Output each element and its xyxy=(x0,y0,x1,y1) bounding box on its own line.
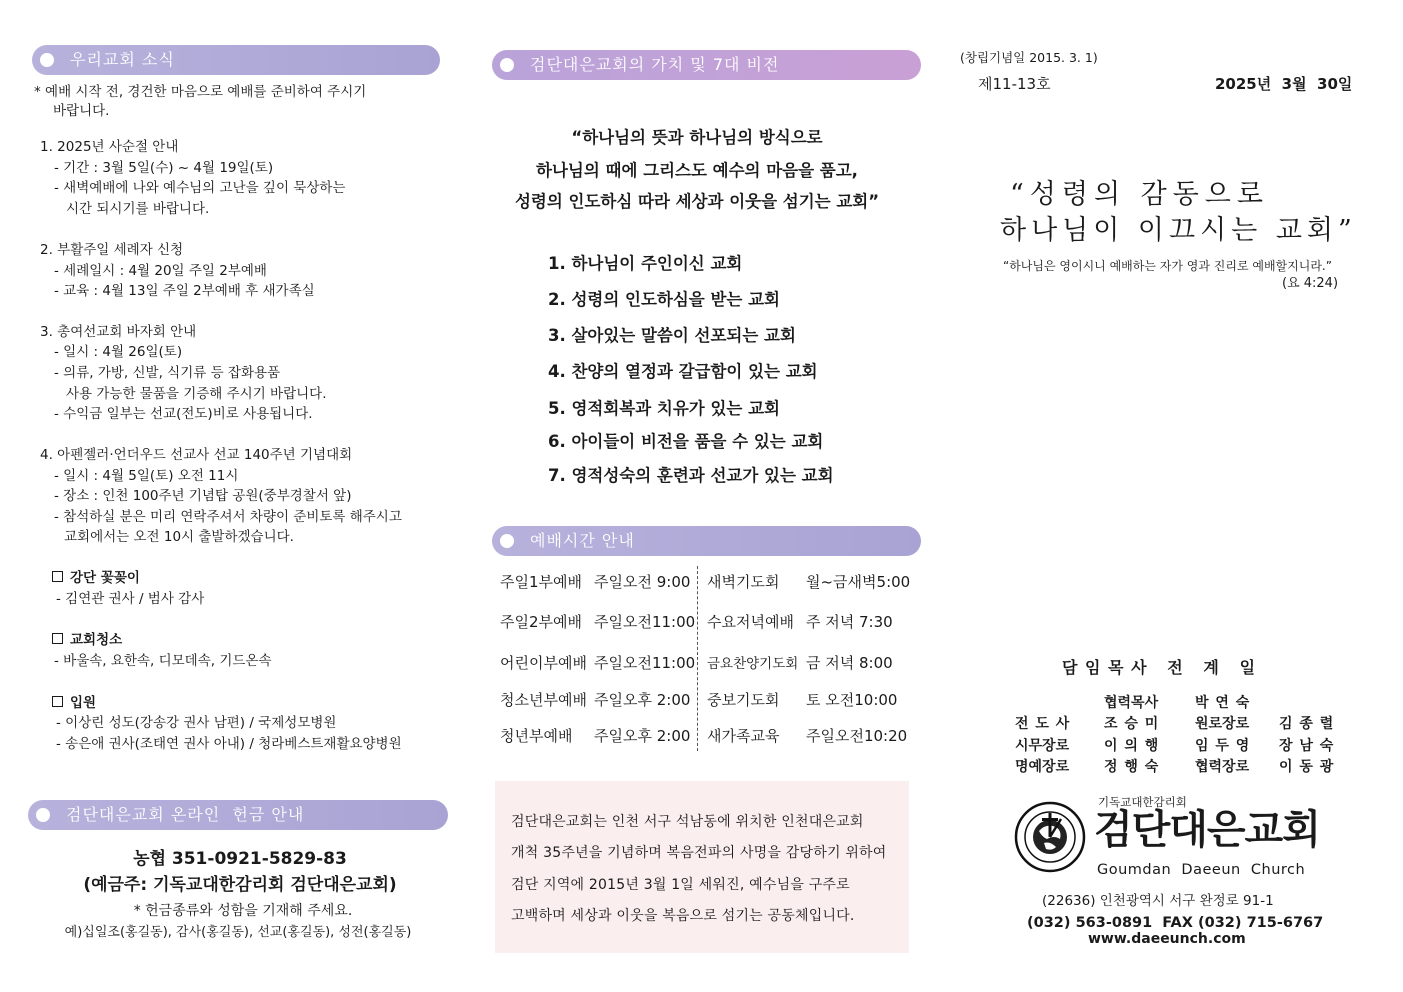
motto-line: “하나님의 뜻과 하나님의 방식으로 xyxy=(571,128,823,147)
intro-line: 바랍니다. xyxy=(53,103,110,119)
schedule-divider xyxy=(697,566,698,751)
intro-line: * 예배 시작 전, 경건한 마음으로 예배를 준비하여 주시기 xyxy=(34,84,367,100)
service-name: 어린이부예배 xyxy=(500,654,587,672)
hospital-line: - 송은애 권사(조태연 권사 아내) / 청라베스트재활요양병원 xyxy=(56,736,402,752)
cleaning-title-label: 교회청소 xyxy=(70,632,123,648)
bullet-icon xyxy=(500,58,514,72)
flowers-title xyxy=(52,568,140,588)
staff-cell: 시무장로 xyxy=(1015,738,1070,754)
bullet-icon xyxy=(36,808,50,822)
service-time: 금 저녁 8:00 xyxy=(806,654,893,672)
news-item-line: - 기간 : 3월 5일(수) ~ 4월 19일(토) xyxy=(54,160,274,176)
denomination: 기독교대한감리회 xyxy=(1098,795,1187,809)
news-item-title: 2. 부활주일 세례자 신청 xyxy=(40,242,184,258)
service-time: 주일오전11:00 xyxy=(594,654,696,672)
news-item-line: - 수익금 일부는 선교(전도)비로 사용됩니다. xyxy=(54,406,313,422)
service-name: 청소년부예배 xyxy=(500,691,587,709)
service-name: 중보기도회 xyxy=(707,691,780,709)
staff-cell: 박 연 숙 xyxy=(1195,695,1251,711)
news-item-title: 3. 총여선교회 바자회 안내 xyxy=(40,324,197,340)
service-name: 주일1부예배 xyxy=(500,573,582,591)
service-name: 주일2부예배 xyxy=(500,613,582,631)
staff-cell: 원로장로 xyxy=(1195,716,1250,732)
about-line: 검단대은교회는 인천 서구 석남동에 위치한 인천대은교회 xyxy=(511,814,864,830)
staff-cell: 김 종 렬 xyxy=(1279,716,1335,732)
bullet-icon xyxy=(40,53,54,67)
slogan-line: 하나님이 이끄시는 교회” xyxy=(1000,215,1357,246)
worship-header xyxy=(492,526,921,556)
about-line: 개척 35주년을 기념하며 복음전파의 사명을 감당하기 위하여 xyxy=(511,845,887,861)
service-time: 주 저녁 7:30 xyxy=(806,613,893,631)
methodist-emblem-icon xyxy=(1014,801,1086,873)
hospital-title-label: 입원 xyxy=(70,695,97,711)
vision-item: 6. 아이들이 비전을 품을 수 있는 교회 xyxy=(548,432,824,451)
news-item-line: 교회에서는 오전 10시 출발하겠습니다. xyxy=(64,529,294,545)
cleaning-line: - 바울속, 요한속, 디모데속, 기드온속 xyxy=(54,653,272,669)
checkbox-square-icon xyxy=(52,633,63,644)
church-name-logo: 검단대은교회 xyxy=(1094,807,1320,853)
hospital-line: - 이상린 성도(강송강 권사 남편) / 국제성모병원 xyxy=(56,715,337,731)
offering-example: 예)십일조(홍길동), 감사(홍길동), 선교(홍길동), 성전(홍길동) xyxy=(64,925,412,940)
hospital-title xyxy=(52,693,96,713)
vision-header xyxy=(492,50,921,80)
bulletin-date: 2025년 3월 30일 xyxy=(1215,75,1353,93)
staff-cell: 조 승 미 xyxy=(1104,716,1160,732)
service-name: 수요저녁예배 xyxy=(707,613,794,631)
checkbox-square-icon xyxy=(52,571,63,582)
church-phone: (032) 563-0891 FAX (032) 715-6767 xyxy=(1027,915,1324,931)
staff-cell: 임 두 영 xyxy=(1195,738,1251,754)
bullet-icon xyxy=(500,534,514,548)
bank-account: 농협 351-0921-5829-83 xyxy=(133,849,347,869)
news-header-label: 우리교회 소식 xyxy=(70,50,175,69)
news-item-line: - 교육 : 4월 13일 주일 2부예배 후 새가족실 xyxy=(54,283,315,299)
senior-pastor: 담 임 목 사 전 계 일 xyxy=(1062,658,1257,677)
verse-reference: (요 4:24) xyxy=(1282,276,1339,291)
service-time: 주일오후 2:00 xyxy=(594,691,691,709)
church-name-english: Goumdan Daeeun Church xyxy=(1097,862,1306,878)
service-time: 주일오후 2:00 xyxy=(594,727,691,745)
bible-verse: “하나님은 영이시니 예배하는 자가 영과 진리로 예배할지니라.” xyxy=(1003,259,1332,273)
news-item-line: 시간 되시기를 바랍니다. xyxy=(66,201,210,217)
staff-cell: 협력목사 xyxy=(1104,695,1159,711)
flowers-line: - 김연관 권사 / 범사 감사 xyxy=(56,591,205,607)
news-item-title: 4. 아펜젤러·언더우드 선교사 선교 140주년 기념대회 xyxy=(40,447,353,463)
news-item-line: - 장소 : 인천 100주년 기념탑 공원(중부경찰서 앞) xyxy=(54,488,352,504)
vision-item: 1. 하나님이 주인이신 교회 xyxy=(548,254,743,273)
flowers-title-label: 강단 꽃꽂이 xyxy=(70,570,140,586)
service-time: 주일오전 9:00 xyxy=(594,573,691,591)
about-line: 검단 지역에 2015년 3월 1일 세워진, 예수님을 구주로 xyxy=(511,877,850,893)
news-item-line: - 새벽예배에 나와 예수님의 고난을 깊이 묵상하는 xyxy=(54,180,346,196)
motto-line: 성령의 인도하심 따라 세상과 이웃을 섬기는 교회” xyxy=(514,192,880,211)
church-logo xyxy=(1014,801,1086,873)
service-time: 월~금새벽5:00 xyxy=(806,573,911,591)
news-item-line: - 일시 : 4월 26일(토) xyxy=(54,344,183,360)
vision-header-label: 검단대은교회의 가치 및 7대 비전 xyxy=(530,55,780,74)
service-name: 새가족교육 xyxy=(707,727,780,745)
motto-line: 하나님의 때에 그리스도 예수의 마음을 품고, xyxy=(536,161,858,180)
staff-cell: 이 동 광 xyxy=(1279,759,1335,775)
vision-item: 2. 성령의 인도하심을 받는 교회 xyxy=(548,290,780,309)
issue-number: 제11-13호 xyxy=(978,75,1051,93)
staff-cell: 협력장로 xyxy=(1195,759,1250,775)
staff-cell: 정 행 숙 xyxy=(1104,759,1160,775)
news-item-line: - 의류, 가방, 신발, 식기류 등 잡화용품 xyxy=(54,365,281,381)
staff-cell: 전 도 사 xyxy=(1015,716,1071,732)
worship-header-label: 예배시간 안내 xyxy=(530,531,635,550)
offering-header-label: 검단대은교회 온라인 헌금 안내 xyxy=(66,805,305,824)
church-address: (22636) 인천광역시 서구 완정로 91-1 xyxy=(1042,893,1274,909)
staff-cell: 명예장로 xyxy=(1015,759,1070,775)
service-name: 새벽기도회 xyxy=(707,573,780,591)
about-line: 고백하며 세상과 이웃을 복음으로 섬기는 공동체입니다. xyxy=(511,908,855,924)
vision-item: 4. 찬양의 열정과 갈급함이 있는 교회 xyxy=(548,362,818,381)
service-time: 주일오전10:20 xyxy=(806,727,908,745)
service-name: 청년부예배 xyxy=(500,727,573,745)
offering-header xyxy=(28,800,448,830)
offering-note: * 헌금종류와 성함을 기재해 주세요. xyxy=(133,903,353,919)
vision-item: 3. 살아있는 말씀이 선포되는 교회 xyxy=(548,326,796,345)
service-time: 주일오전11:00 xyxy=(594,613,696,631)
founded-date: (창립기념일 2015. 3. 1) xyxy=(960,50,1098,65)
church-website[interactable]: www.daeeunch.com xyxy=(1088,931,1246,947)
news-item-title: 1. 2025년 사순절 안내 xyxy=(40,139,179,155)
news-item-line: 사용 가능한 물품을 기증해 주시기 바랍니다. xyxy=(66,386,327,402)
news-item-line: - 일시 : 4월 5일(토) 오전 11시 xyxy=(54,468,239,484)
news-item-line: - 세례일시 : 4월 20일 주일 2부예배 xyxy=(54,263,267,279)
news-item-line: - 참석하실 분은 미리 연락주셔서 차량이 준비토록 해주시고 xyxy=(54,509,402,525)
vision-item: 7. 영적성숙의 훈련과 선교가 있는 교회 xyxy=(548,466,834,485)
service-time: 토 오전10:00 xyxy=(806,691,898,709)
news-header xyxy=(32,45,440,75)
staff-cell: 이 의 행 xyxy=(1104,738,1160,754)
service-name: 금요찬양기도회 xyxy=(707,656,799,672)
checkbox-square-icon xyxy=(52,696,63,707)
cleaning-title xyxy=(52,630,122,650)
account-holder: (예금주: 기독교대한감리회 검단대은교회) xyxy=(83,875,397,895)
about-box xyxy=(495,781,909,953)
slogan-line: “성령의 감동으로 xyxy=(1010,179,1269,210)
staff-cell: 장 남 숙 xyxy=(1279,738,1335,754)
vision-item: 5. 영적회복과 치유가 있는 교회 xyxy=(548,399,780,418)
